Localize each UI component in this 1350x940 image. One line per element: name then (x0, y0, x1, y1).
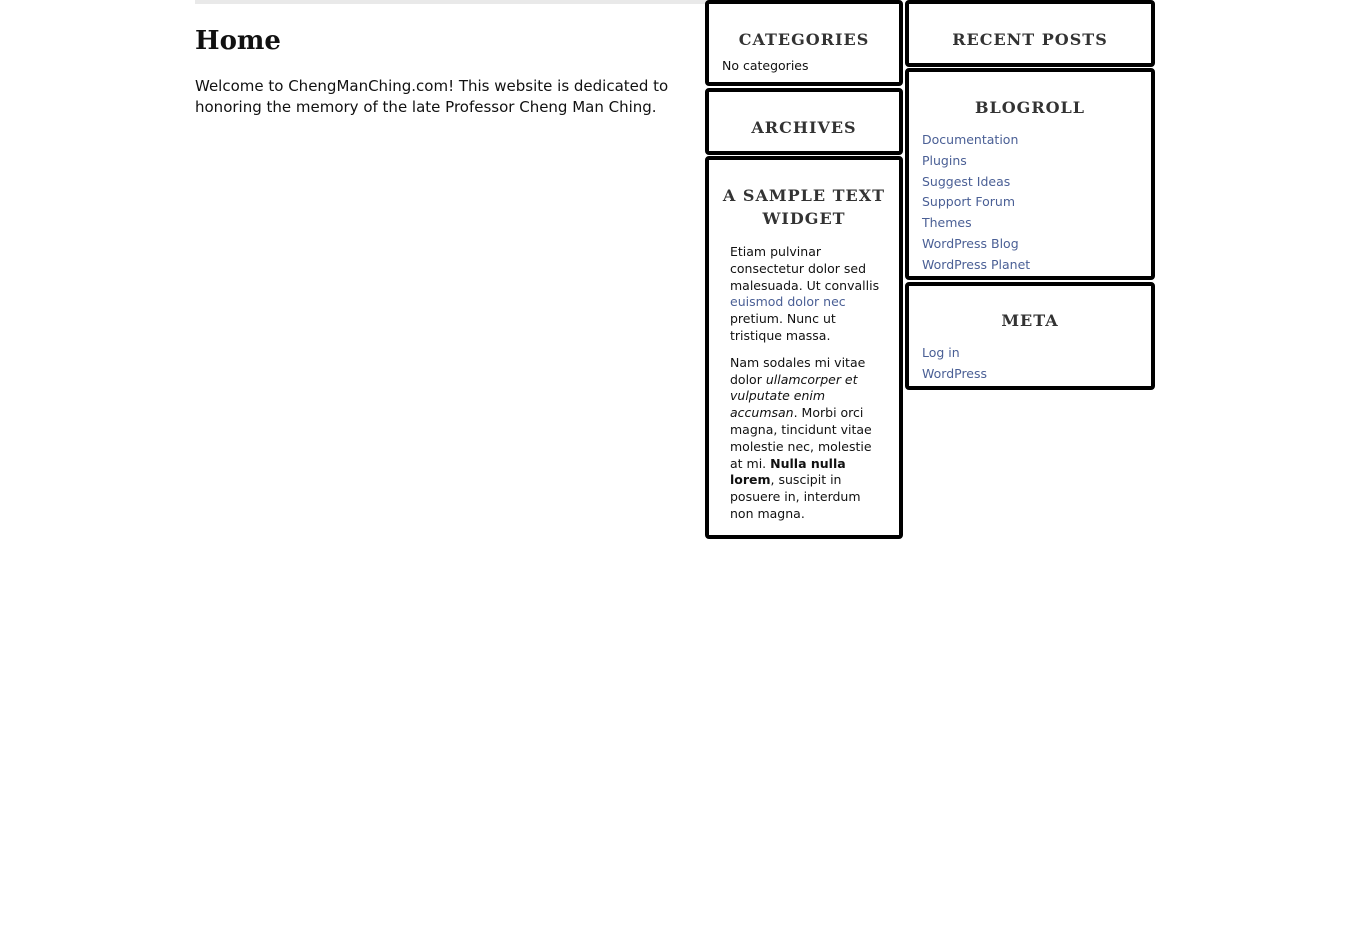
main-content (195, 22, 695, 118)
blogroll-widget-title: BLOGROLL (974, 98, 1086, 117)
blogroll-link-wordpress-blog[interactable]: WordPress Blog (922, 235, 1019, 251)
paragraph-2-text-end: , suscipit in posuere in, interdum non magna. (730, 472, 861, 521)
meta-item (922, 343, 1151, 364)
recent-posts-widget (905, 0, 1155, 67)
blogroll-item (922, 234, 1151, 255)
blogroll-item (922, 130, 1151, 151)
paragraph-2-text-mid: . Morbi orci magna, tincidunt vitae molestie nec, molestie at mi. (730, 405, 872, 471)
archives-widget (705, 88, 903, 155)
meta-list (922, 343, 1151, 385)
categories-empty-text: No categories (722, 58, 809, 73)
paragraph-2-bold-text: Nulla nulla lorem (730, 455, 846, 488)
recent-posts-widget-title: RECENT POSTS (952, 30, 1108, 49)
meta-item (922, 364, 1151, 385)
blogroll-list (922, 130, 1151, 276)
meta-widget (905, 282, 1155, 390)
meta-link-log-in[interactable]: Log in (922, 345, 960, 360)
text-widget-paragraph-2 (730, 355, 881, 523)
blogroll-widget (905, 68, 1155, 280)
paragraph-2-text-start: Nam sodales mi vitae dolor (730, 354, 866, 387)
blogroll-link-wordpress-planet[interactable]: WordPress Planet (922, 256, 1031, 272)
meta-widget-title: META (1001, 311, 1059, 330)
page-body-text: Welcome to ChengManChing.com! This website is dedicated to honoring the memory of the late Professor Cheng Man Ching. (195, 77, 669, 116)
paragraph-1-text-end: pretium. Nunc ut tristique massa. (730, 311, 836, 343)
page-title: Home (195, 26, 281, 56)
blogroll-link-support-forum[interactable]: Support Forum (922, 194, 1016, 210)
sample-text-widget (705, 156, 903, 539)
blogroll-link-plugins[interactable]: Plugins (922, 152, 967, 168)
blogroll-link-documentation[interactable]: Documentation (922, 132, 1019, 147)
blogroll-item (922, 151, 1151, 172)
blogroll-item (922, 255, 1151, 276)
categories-widget (705, 0, 903, 86)
top-divider (195, 0, 710, 4)
blogroll-item (922, 172, 1151, 193)
paragraph-2-italic-text: ullamcorper et vulputate enim accumsan (730, 371, 858, 421)
paragraph-1-text-start: Etiam pulvinar consectetur dolor sed malesuada. Ut convallis (730, 244, 880, 293)
sample-text-widget-title: A SAMPLE TEXT WIDGET (722, 186, 886, 228)
text-widget-paragraph-1 (730, 244, 881, 345)
blogroll-link-suggest-ideas[interactable]: Suggest Ideas (922, 173, 1011, 189)
blogroll-item (922, 192, 1151, 213)
meta-link-wordpress[interactable]: WordPress (922, 365, 988, 381)
archives-widget-title: ARCHIVES (751, 118, 857, 137)
euismod-link[interactable]: euismod dolor nec (730, 294, 846, 310)
blogroll-item (922, 213, 1151, 234)
blogroll-link-themes[interactable]: Themes (922, 215, 972, 231)
categories-widget-title: CATEGORIES (738, 30, 870, 49)
